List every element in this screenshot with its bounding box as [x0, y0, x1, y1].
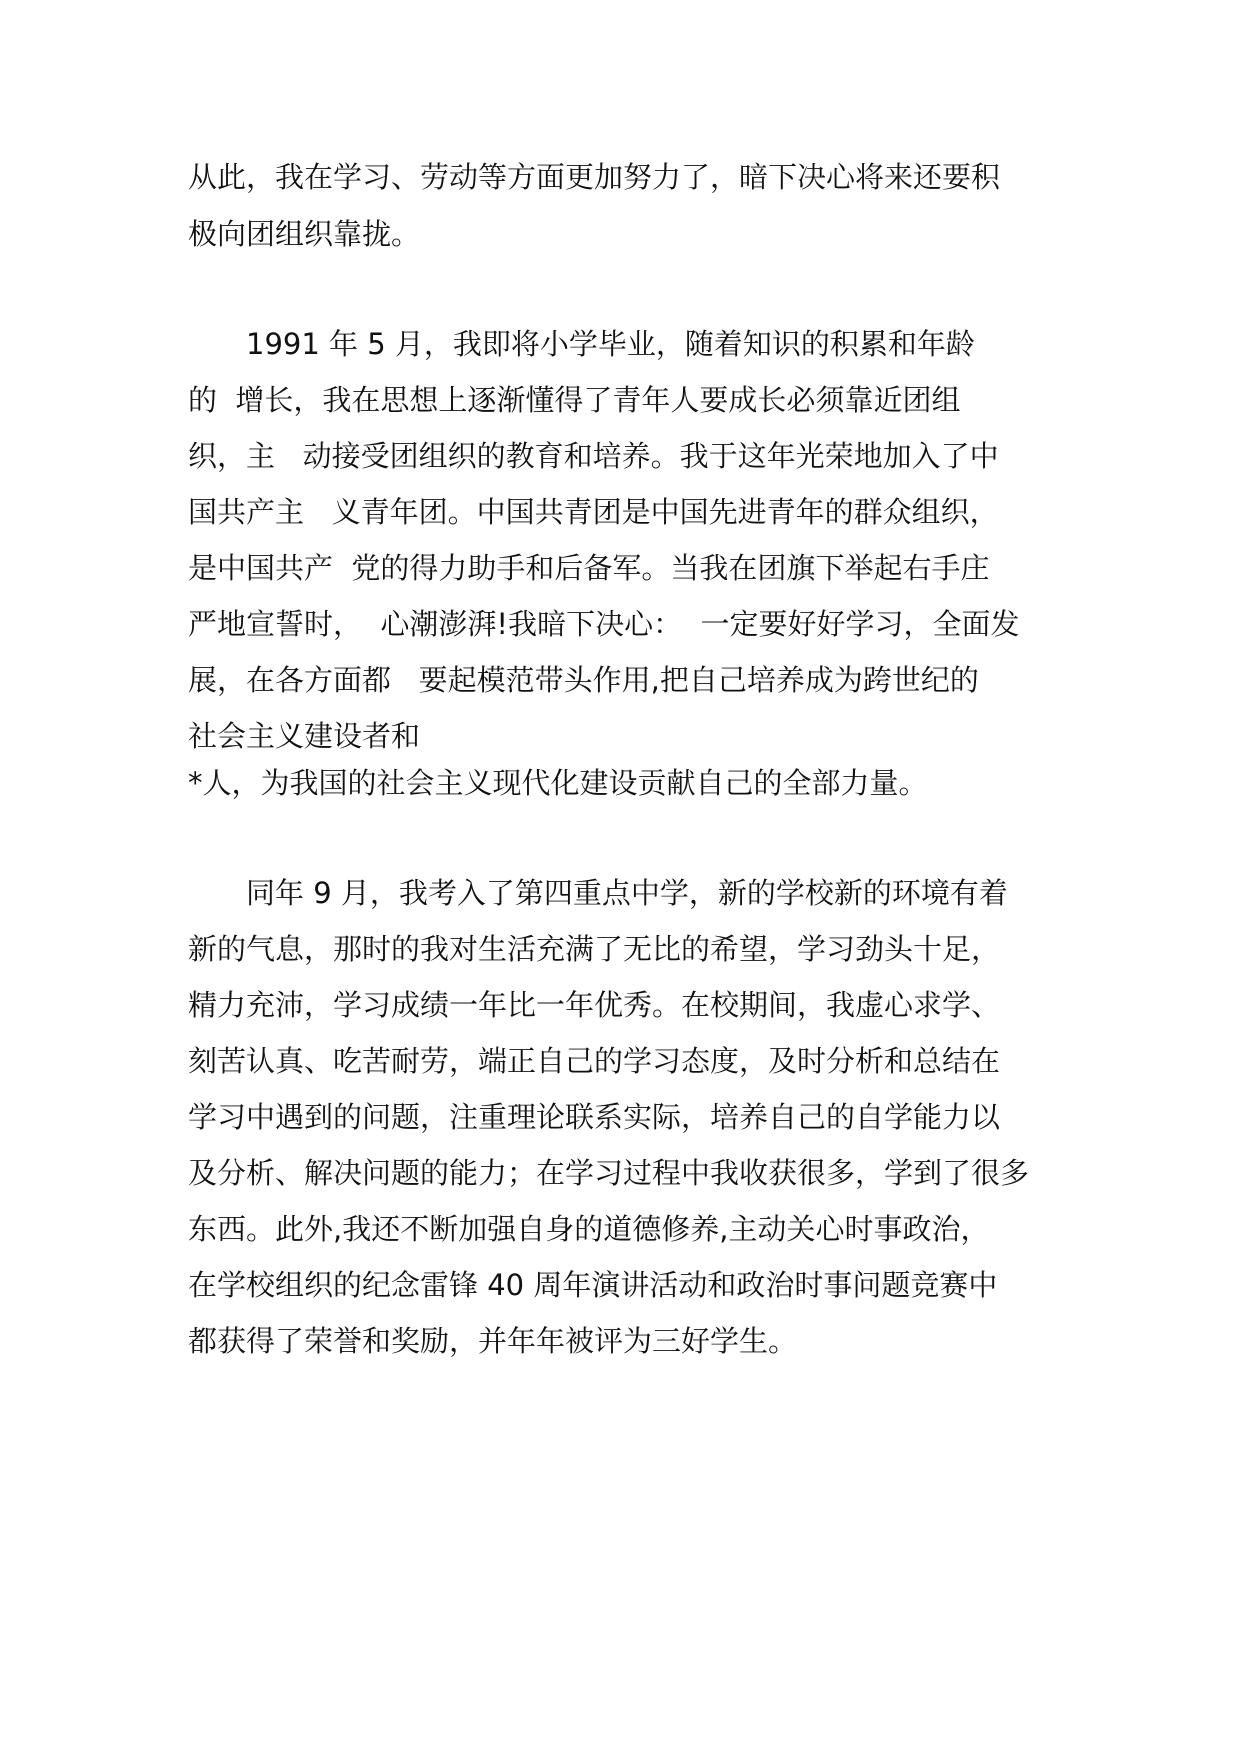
- paragraph-line: 同年 9 月，我考入了第四重点中学，新的学校新的环境有着: [188, 876, 1008, 910]
- paragraph-line: 新的气息，那时的我对生活充满了无比的希望，学习劲头十足，: [188, 932, 1001, 966]
- paragraph-line: 社会主义建设者和: [188, 719, 421, 753]
- paragraph-line: *人，为我国的社会主义现代化建设贡献自己的全部力量。: [188, 766, 928, 800]
- paragraph-line: 刻苦认真、吃苦耐劳，端正自己的学习态度，及时分析和总结在: [188, 1044, 1001, 1078]
- paragraph-line: 1991 年 5 月，我即将小学毕业，随着知识的积累和年龄: [188, 327, 975, 361]
- paragraph-line: 从此，我在学习、劳动等方面更加努力了，暗下决心将来还要积: [188, 160, 1001, 194]
- paragraph-line: 都获得了荣誉和奖励，并年年被评为三好学生。: [188, 1324, 798, 1358]
- paragraph-line: 学习中遇到的问题，注重理论联系实际，培养自己的自学能力以: [188, 1100, 1001, 1134]
- paragraph-line: 是中国共产 党的得力助手和后备军。当我在团旗下举起右手庄: [188, 551, 990, 585]
- paragraph-line: 展，在各方面都 要起模范带头作用,把自己培养成为跨世纪的: [188, 663, 979, 697]
- paragraph-line: 东西。此外,我还不断加强自身的道德修养,主动关心时事政治，: [188, 1212, 990, 1246]
- paragraph-line: 及分析、解决问题的能力；在学习过程中我收获很多，学到了很多: [188, 1156, 1030, 1190]
- paragraph-line: 严地宣誓时， 心潮澎湃!我暗下决心： 一定要好好学习，全面发: [188, 607, 1020, 641]
- paragraph-line: 织，主 动接受团组织的教育和培养。我于这年光荣地加入了中: [188, 439, 999, 473]
- paragraph-line: 精力充沛，学习成绩一年比一年优秀。在校期间，我虚心求学、: [188, 988, 1001, 1022]
- paragraph-line: 的 增长，我在思想上逐渐懂得了青年人要成长必须靠近团组: [188, 383, 961, 417]
- paragraph-line: 极向团组织靠拢。: [188, 217, 421, 251]
- paragraph-line: 在学校组织的纪念雷锋 40 周年演讲活动和政治时事问题竞赛中: [188, 1268, 998, 1302]
- paragraph-line: 国共产主 义青年团。中国共青团是中国先进青年的群众组织，: [188, 495, 999, 529]
